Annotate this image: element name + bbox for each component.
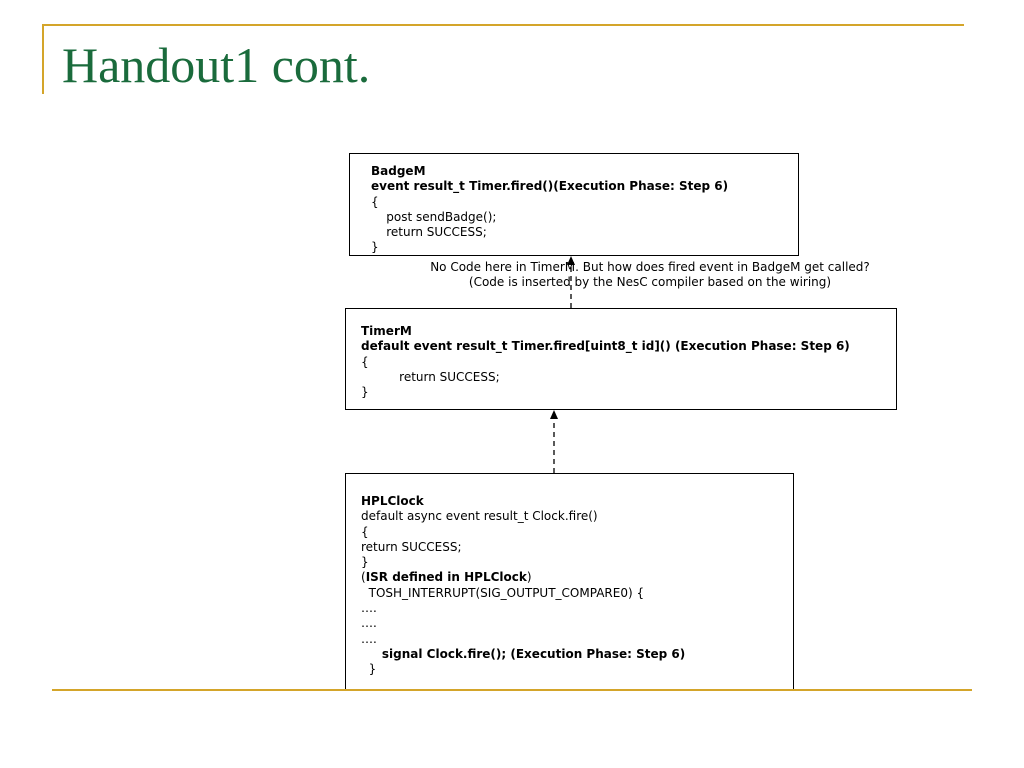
isr-open-paren: (: [361, 570, 366, 585]
isr-label: ISR defined in HPLClock: [365, 570, 527, 585]
timerm-module-name: TimerM: [361, 324, 412, 338]
hplclock-close-brace: }: [361, 555, 369, 570]
slide-title: Handout1 cont.: [62, 37, 371, 93]
wiring-note-line-2: (Code is inserted by the NesC compiler based on the wiring): [468, 275, 832, 289]
hplclock-interrupt-line: TOSH_INTERRUPT(SIG_OUTPUT_COMPARE0) {: [361, 585, 645, 600]
timerm-return-line: return SUCCESS;: [361, 369, 500, 384]
badgem-module-name: BadgeM: [371, 164, 426, 178]
hplclock-ellipsis-3: ….: [361, 631, 377, 646]
hplclock-module-name: HPLClock: [361, 494, 424, 508]
badgem-return-line: return SUCCESS;: [371, 225, 487, 240]
badgem-post-line: post sendBadge();: [371, 209, 497, 224]
badgem-open-brace: {: [371, 194, 379, 209]
hplclock-ellipsis-1: ….: [361, 601, 377, 616]
hplclock-return-line: return SUCCESS;: [361, 539, 462, 554]
hplclock-code-box: [345, 473, 794, 691]
hplclock-final-brace: }: [361, 662, 377, 677]
bottom-rule: [52, 689, 972, 691]
badgem-event-signature: event result_t Timer.fired()(Execution Phase: Step 6): [371, 179, 729, 194]
timerm-event-signature: default event result_t Timer.fired[uint8_t id]() (Execution Phase: Step 6): [361, 339, 850, 354]
arrow-hplclock-to-timerm-head: [550, 410, 558, 419]
wiring-note: [388, 260, 912, 290]
hplclock-open-brace: {: [361, 524, 369, 539]
timerm-open-brace: {: [361, 354, 369, 369]
hplclock-event-signature: default async event result_t Clock.fire(): [361, 509, 598, 524]
hplclock-signal-line: signal Clock.fire(); (Execution Phase: Step 6): [361, 646, 686, 661]
badgem-close-brace: }: [371, 240, 379, 255]
timerm-close-brace: }: [361, 385, 369, 400]
timerm-code-box: [345, 308, 897, 410]
isr-close-paren: ): [526, 570, 532, 585]
hplclock-isr-line: [361, 570, 793, 585]
wiring-note-line-1: No Code here in TimerM. But how does fired event in BadgeM get called?: [430, 260, 870, 274]
hplclock-ellipsis-2: ….: [361, 616, 377, 631]
